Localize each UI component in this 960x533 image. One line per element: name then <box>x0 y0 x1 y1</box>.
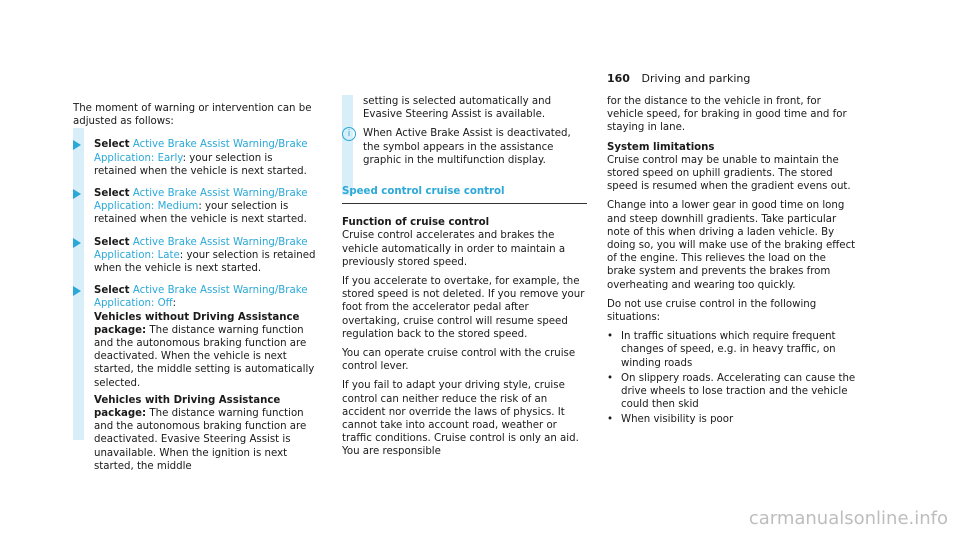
column-middle <box>342 95 587 465</box>
select-label: Select <box>94 188 130 200</box>
arrow-icon <box>73 286 81 296</box>
list-item: • On slippery roads. Accelerating can cause the drive wheels to lose traction and the vehicle could then skid <box>607 372 857 412</box>
select-label: Select <box>94 285 130 297</box>
select-label: Select <box>94 139 130 151</box>
continued-text: setting is selected automatically and Evasive Steering Assist is available. <box>363 96 552 121</box>
list-item: • When visibility is poor <box>607 413 857 426</box>
paragraph: If you accelerate to overtake, for example, the stored speed is not deleted. If you remove your foot from the accelerator pedal after overtaking, cruise control will resume speed regulation back to the stored speed. <box>342 276 585 340</box>
arrow-icon <box>73 189 81 199</box>
menu-link-medium[interactable]: Active Brake Assist Warning/Brake Application: Medium <box>94 188 308 213</box>
step-text: : your selection is retained when the vehicle is next started. <box>94 249 316 275</box>
paragraph: Do not use cruise control in the following situations: <box>607 298 817 324</box>
variant-text: The distance warning function and the autonomous braking function are deactivated. When the vehicle is next started, the middle setting is automatically selected. <box>94 324 315 389</box>
list-item: • In traffic situations which require frequent changes of speed, e.g. in heavy traffic, on winding roads <box>607 330 857 370</box>
step-medium <box>73 187 318 227</box>
menu-link-off[interactable]: Active Brake Assist Warning/Brake Application: Off <box>94 285 308 310</box>
menu-link-late[interactable]: Active Brake Assist Warning/Brake Application: Late <box>94 236 308 261</box>
page-number: 160 <box>607 72 630 85</box>
section-heading: Speed control cruise control <box>342 185 587 204</box>
watermark: carmanualsonline.info <box>748 507 948 529</box>
paragraph: Cruise control accelerates and brakes the vehicle automatically in order to maintain a previously stored speed. <box>342 230 566 268</box>
info-note <box>342 127 587 167</box>
step-text: : your selection is retained when the vehicle is next started. <box>94 152 307 177</box>
step-late <box>73 236 318 276</box>
continued-text: for the distance to the vehicle in front, for vehicle speed, for braking in good time and for staying in lane. <box>607 96 847 134</box>
with-das <box>73 394 318 473</box>
page-header <box>607 72 750 85</box>
paragraph: Change into a lower gear in good time on long and steep downhill gradients. Take particular note of this when driving a laden vehicle. By doing so, you will make use of the braking effect of the engine. This relieves the load on the brake system and prevents the brakes from overheating and wearing too quickly. <box>607 200 856 291</box>
column-left <box>73 103 318 473</box>
paragraph: You can operate cruise control with the cruise control lever. <box>342 348 576 373</box>
paragraph: Cruise control may be unable to maintain the stored speed on uphill gradients. The stored speed is resumed when the gradient evens out. <box>607 154 851 193</box>
variant-text: The distance warning function and the autonomous braking function are deactivated. Evasive Steering Assist is unavailable. When the ignition is next started, the middle <box>94 408 307 472</box>
step-text: : your selection is retained when the vehicle is next started. <box>94 201 307 226</box>
variant-heading: Vehicles with Driving Assistance package: <box>94 394 281 420</box>
variant-heading: Vehicles without Driving Assistance package: <box>94 311 300 336</box>
intro-text: The moment of warning or intervention can be adjusted as follows: <box>73 103 312 128</box>
paragraph: If you fail to adapt your driving style, cruise control can neither reduce the risk of an accident nor override the laws of physics. It cannot take into account road, weather or traffic conditions. Cruise control is only an aid. You are responsible <box>342 380 579 458</box>
step-off <box>73 284 318 310</box>
step-early <box>73 138 318 178</box>
arrow-icon <box>73 238 81 248</box>
info-text: When Active Brake Assist is deactivated, the symbol appears in the assistance graphic in the multifunction display. <box>363 128 571 166</box>
select-label: Select <box>94 236 130 248</box>
menu-link-early[interactable]: Active Brake Assist Warning/Brake Application: Early <box>94 139 308 164</box>
info-icon: i <box>342 127 356 141</box>
sub-heading: System limitations <box>607 141 715 153</box>
chapter-title: Driving and parking <box>641 72 751 85</box>
column-right <box>607 95 857 429</box>
situation-list <box>607 330 857 426</box>
without-das <box>73 311 318 390</box>
arrow-icon <box>73 140 81 150</box>
step-text: : <box>172 298 177 310</box>
sub-heading: Function of cruise control <box>342 217 490 229</box>
